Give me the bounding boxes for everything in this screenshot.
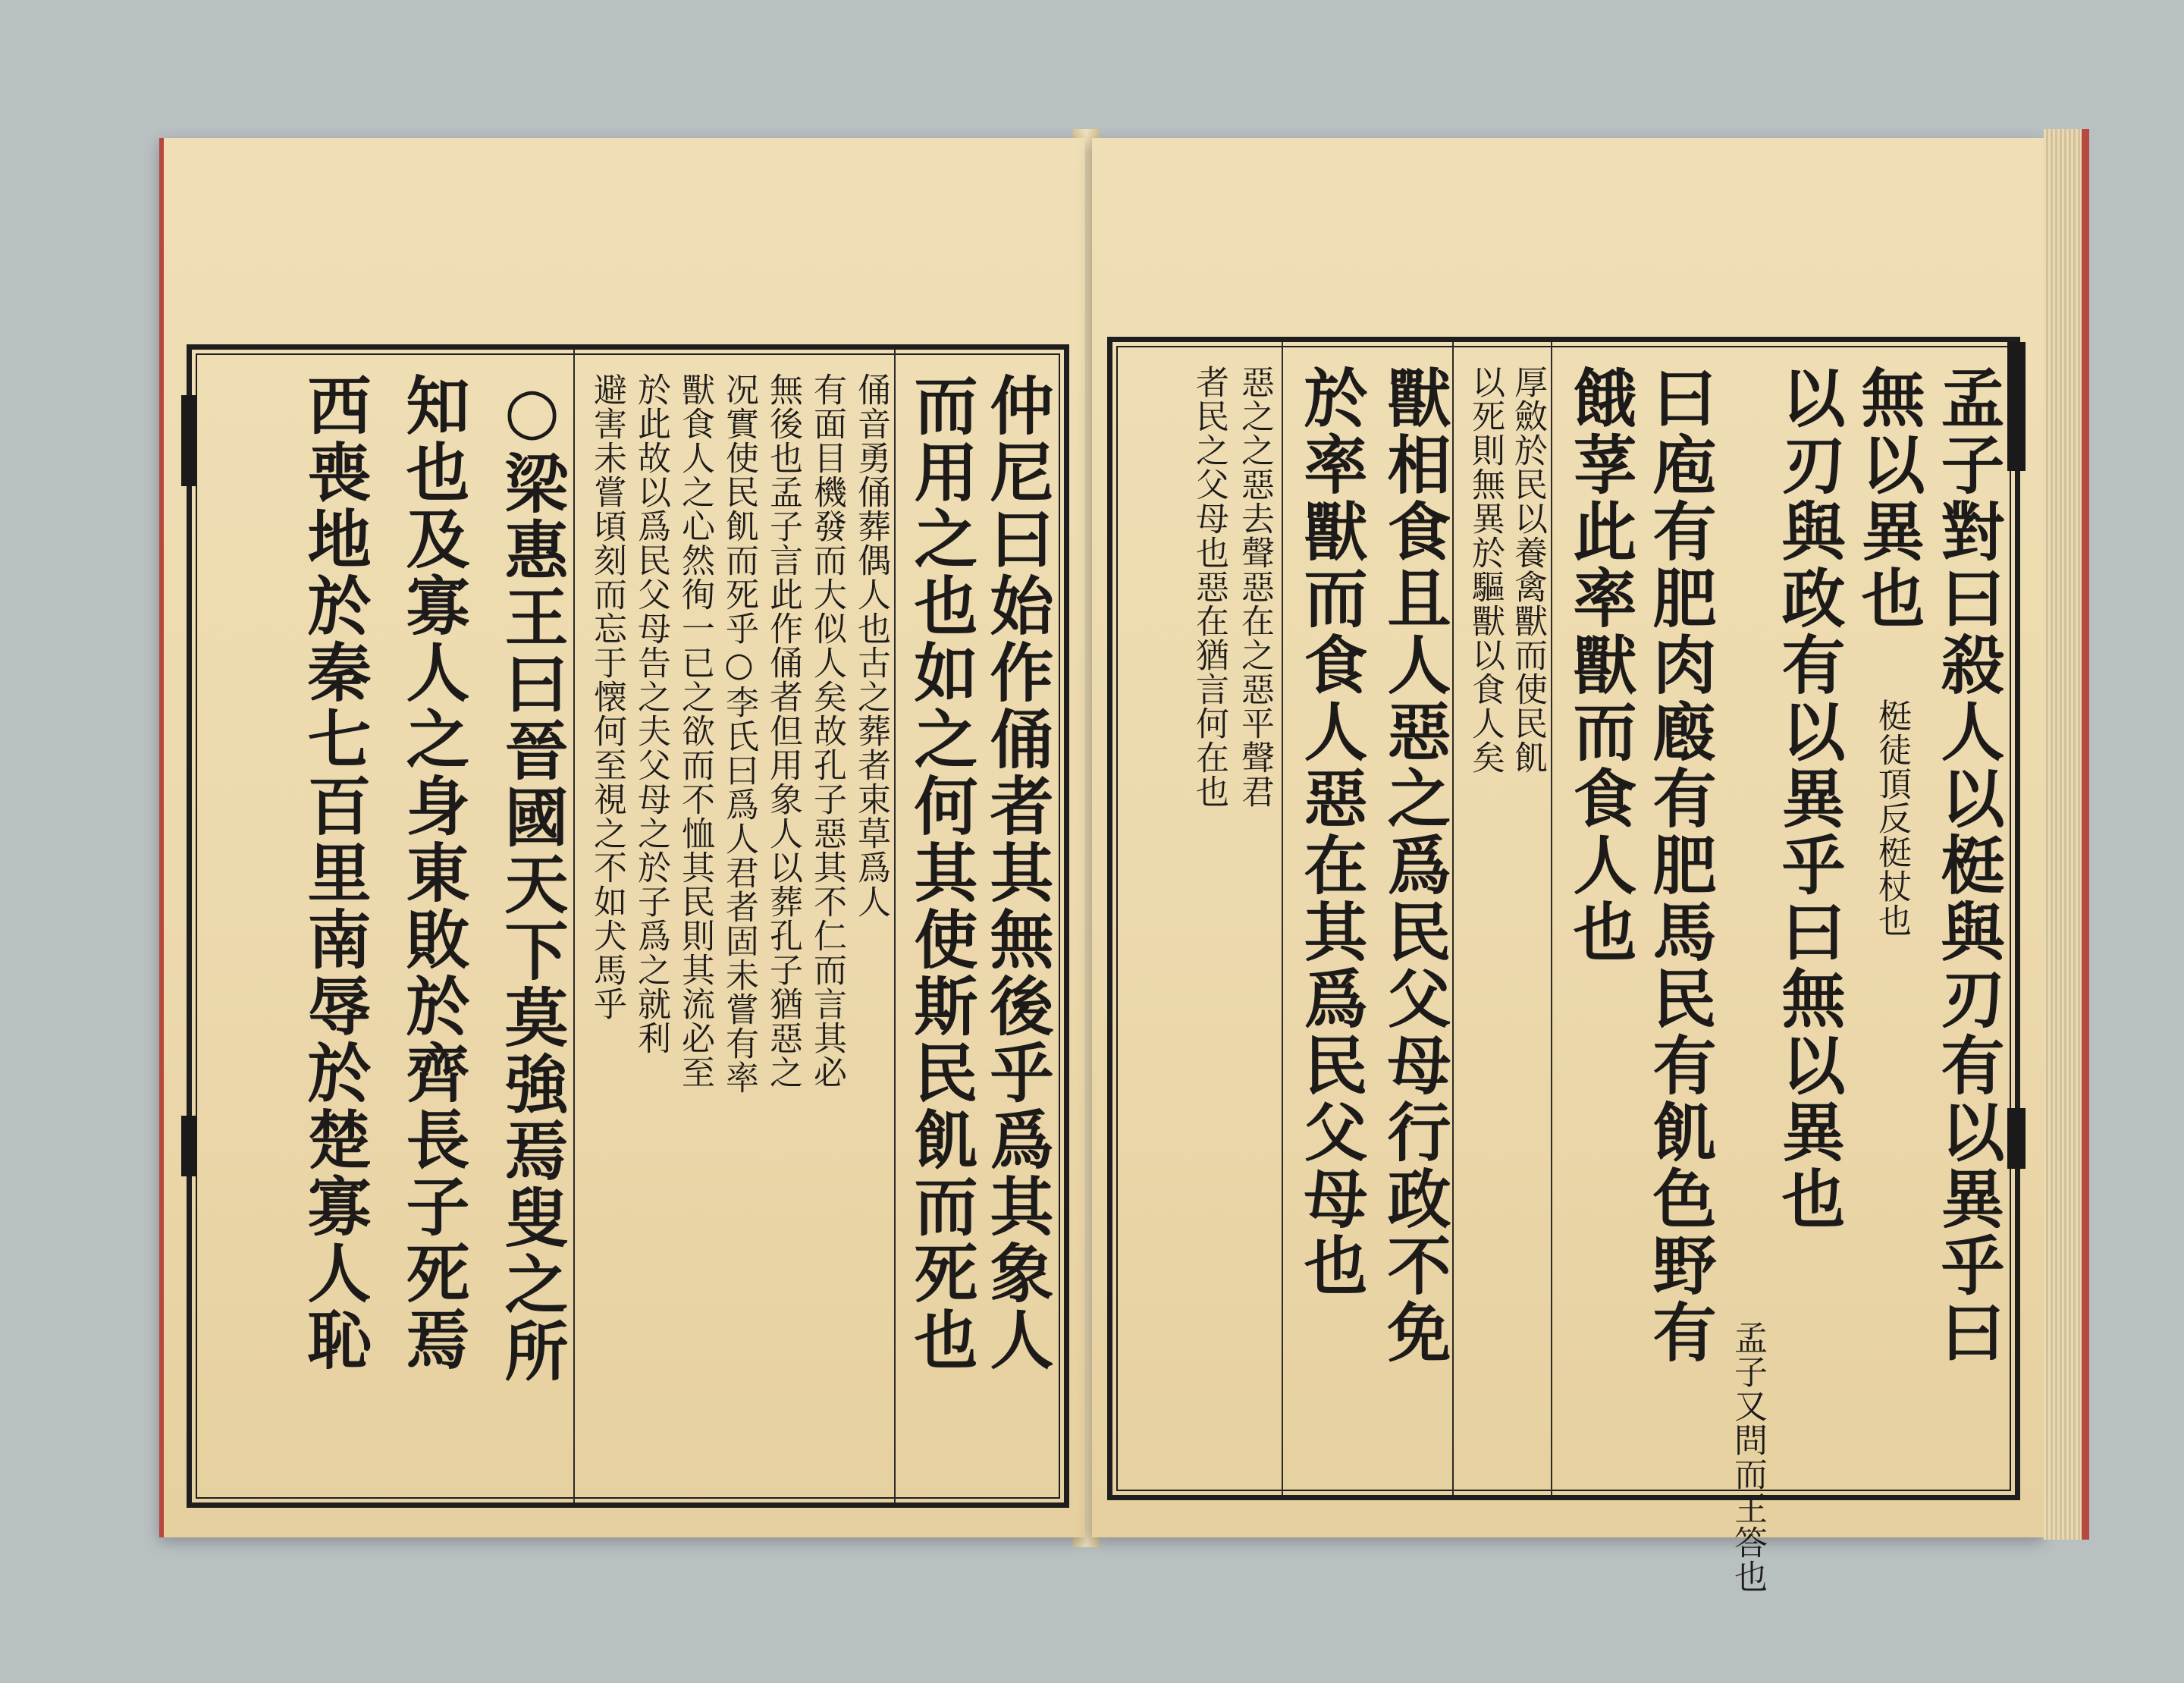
left-main-col-1: 仲尼曰始作俑者其無後乎爲其象人 (980, 372, 1055, 1374)
left-note-col-5: 獸食人之心然徇一已之欲而不恤其民則其流必至 (676, 372, 714, 1089)
left-main-col-2: 而用之也如之何其使斯民飢而死也 (904, 372, 979, 1374)
left-note-col-7: 避害未嘗頃刻而忘于懐何至視之不如犬馬乎 (588, 372, 626, 1021)
right-note-col-4: 以死則無異於驅獸以食人矣 (1466, 365, 1505, 774)
left-text-frame (187, 344, 1069, 1508)
column-rule (1452, 342, 1454, 1495)
fish-tail-mark (2007, 1108, 2026, 1169)
fish-tail-mark (181, 395, 196, 486)
column-rule (1551, 342, 1552, 1495)
right-note-col-6: 者民之父母也惡在猶言何在也 (1190, 365, 1228, 809)
left-note-col-1: 俑音勇俑葬偶人也古之葬者束草爲人 (852, 372, 890, 918)
right-note-col-3: 厚斂於民以養禽獸而使民飢 (1508, 365, 1547, 774)
right-main-col-6: 獸相食且人惡之爲民父母行政不免 (1377, 365, 1452, 1366)
right-main-col-5: 餓莩此率獸而食人也 (1563, 365, 1638, 966)
fish-tail-mark (181, 1116, 196, 1176)
right-main-col-2: 無以異也 (1851, 365, 1926, 632)
left-note-col-6: 於此故以爲民父母告之夫父母之於子爲之就利 (632, 372, 670, 1055)
right-main-col-1: 孟子對曰殺人以梃與刃有以異乎曰 (1931, 365, 2006, 1366)
left-section-col-3: 西喪地於秦七百里南辱於楚寡人恥 (297, 372, 372, 1374)
right-main-col-4: 曰庖有肥肉廏有肥馬民有飢色野有 (1643, 365, 1718, 1366)
right-note-col-5: 惡之之惡去聲惡在之惡平聲君 (1235, 365, 1274, 809)
right-main-col-3: 以刃與政有以異乎曰無以異也 (1771, 365, 1847, 1232)
column-rule (894, 350, 896, 1502)
left-page (159, 138, 1085, 1537)
right-text-frame (1107, 337, 2020, 1594)
left-note-col-2: 有面目機發而大似人矣故孔子惡其不仁而言其必 (808, 372, 846, 1089)
column-rule (573, 350, 575, 1502)
left-note-col-3: 無後也孟子言此作俑者但用象人以葬孔子猶惡之 (764, 372, 802, 1089)
left-section-col-2: 知也及寡人之身東敗於齊長子死焉 (396, 372, 471, 1374)
column-rule (1282, 342, 1283, 1495)
right-note-col-1: 梃徒頂反梃杖也 (1872, 699, 1911, 937)
open-book (159, 129, 2085, 1594)
right-main-col-7: 於率獸而食人惡在其爲民父母也 (1294, 365, 1369, 1299)
left-section-col-1: ○梁惠王曰晉國天下莫強焉叟之所 (494, 372, 570, 1385)
right-note-col-2: 孟子又問而王答也 (1728, 1320, 1767, 1594)
fish-tail-mark (2007, 342, 2026, 471)
left-note-col-4: 况實使民飢而死乎○李氏曰爲人君者固未嘗有率 (720, 372, 758, 1094)
book-spine-edge (2044, 129, 2089, 1540)
right-page (1092, 138, 2044, 1594)
